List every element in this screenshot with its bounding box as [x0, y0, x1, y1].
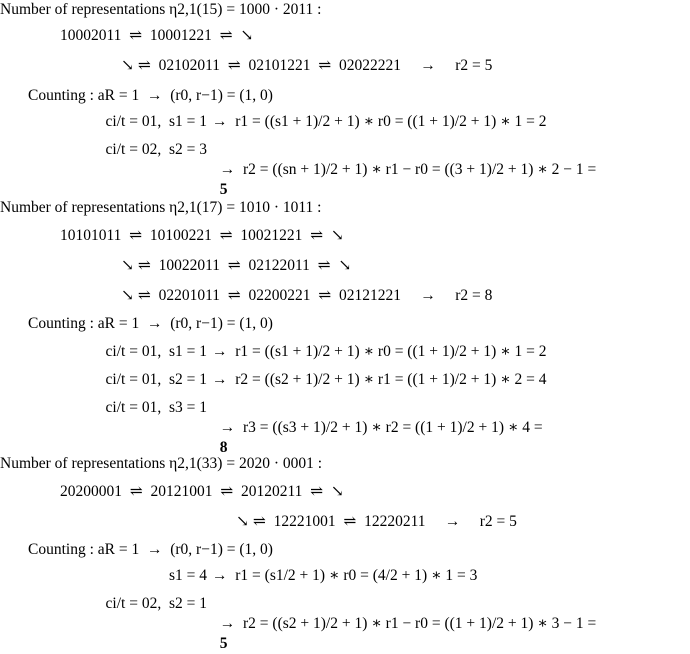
section-3-step-1-lhs: s1 = 4 — [168, 567, 207, 584]
section-2-step-3-lhs: ci/t = 01, s3 = 1 — [105, 399, 207, 416]
section-1-step-2-lhs: ci/t = 02, s2 = 3 — [105, 141, 207, 158]
section-2-heading: Number of representations η2,1(17) = 1010 · 1011 : — [0, 199, 322, 216]
section-3-step-1-rhs: → r1 = (s1/2 + 1) ∗ r0 = (4/2 + 1) ∗ 1 = 3 — [212, 567, 478, 584]
section-2-step-3-rhs — [212, 398, 543, 458]
section-1-counting: Counting : aR = 1 → (r0, r−1) = (1, 0) — [28, 87, 273, 104]
section-3-step-2-rhs — [212, 594, 596, 654]
section-3-chain-row-1: 20200001 ⇌ 20121001 ⇌ 20120211 ⇌ ↘ — [60, 483, 344, 500]
section-2-chain-row-1: 10101011 ⇌ 10100221 ⇌ 10021221 ⇌ ↘ — [60, 227, 344, 244]
section-2-counting: Counting : aR = 1 → (r0, r−1) = (1, 0) — [28, 315, 273, 332]
section-2-step-1-lhs: ci/t = 01, s1 = 1 — [105, 343, 207, 360]
section-3-counting: Counting : aR = 1 → (r0, r−1) = (1, 0) — [28, 541, 273, 558]
section-1-step-1-rhs: → r1 = ((s1 + 1)/2 + 1) ∗ r0 = ((1 + 1)/2 + 1) ∗ 1 = 2 — [212, 113, 547, 130]
section-2-step-1-rhs: → r1 = ((s1 + 1)/2 + 1) ∗ r0 = ((1 + 1)/2 + 1) ∗ 1 = 2 — [212, 343, 547, 360]
result-value: 8 — [219, 439, 228, 456]
section-1-heading: Number of representations η2,1(15) = 1000 · 2011 : — [0, 1, 322, 18]
result-value: 5 — [219, 181, 228, 198]
section-1-step-1-lhs: ci/t = 01, s1 = 1 — [105, 113, 207, 130]
section-2-step-2-rhs: → r2 = ((s2 + 1)/2 + 1) ∗ r1 = ((1 + 1)/2 + 1) ∗ 2 = 4 — [212, 371, 547, 388]
section-3-chain-row-2: ↘ ⇌ 12221001 ⇌ 12220211 → r2 = 5 — [236, 513, 517, 530]
section-3-heading: Number of representations η2,1(33) = 2020 · 0001 : — [0, 455, 323, 472]
section-2-chain-row-2: ↘ ⇌ 10022011 ⇌ 02122011 ⇌ ↘ — [121, 257, 352, 274]
result-value: 5 — [219, 635, 228, 652]
section-3-step-2-lhs: ci/t = 02, s2 = 1 — [105, 595, 207, 612]
section-2-chain-row-3: ↘ ⇌ 02201011 ⇌ 02200221 ⇌ 02121221 → r2 = 8 — [121, 287, 493, 304]
section-1-step-2-rhs — [212, 140, 596, 200]
step-equation: → r2 = ((s2 + 1)/2 + 1) ∗ r1 − r0 = ((1 + 1)/2 + 1) ∗ 3 − 1 = — [219, 615, 597, 632]
step-equation: → r3 = ((s3 + 1)/2 + 1) ∗ r2 = ((1 + 1)/2 + 1) ∗ 4 = — [219, 419, 543, 436]
section-1-chain-row-1: 10002011 ⇌ 10001221 ⇌ ↘ — [60, 27, 254, 44]
step-equation: → r2 = ((sn + 1)/2 + 1) ∗ r1 − r0 = ((3 + 1)/2 + 1) ∗ 2 − 1 = — [219, 161, 597, 178]
section-2-step-2-lhs: ci/t = 01, s2 = 1 — [105, 371, 207, 388]
section-1-chain-row-2: ↘ ⇌ 02102011 ⇌ 02101221 ⇌ 02022221 → r2 = 5 — [121, 57, 493, 74]
